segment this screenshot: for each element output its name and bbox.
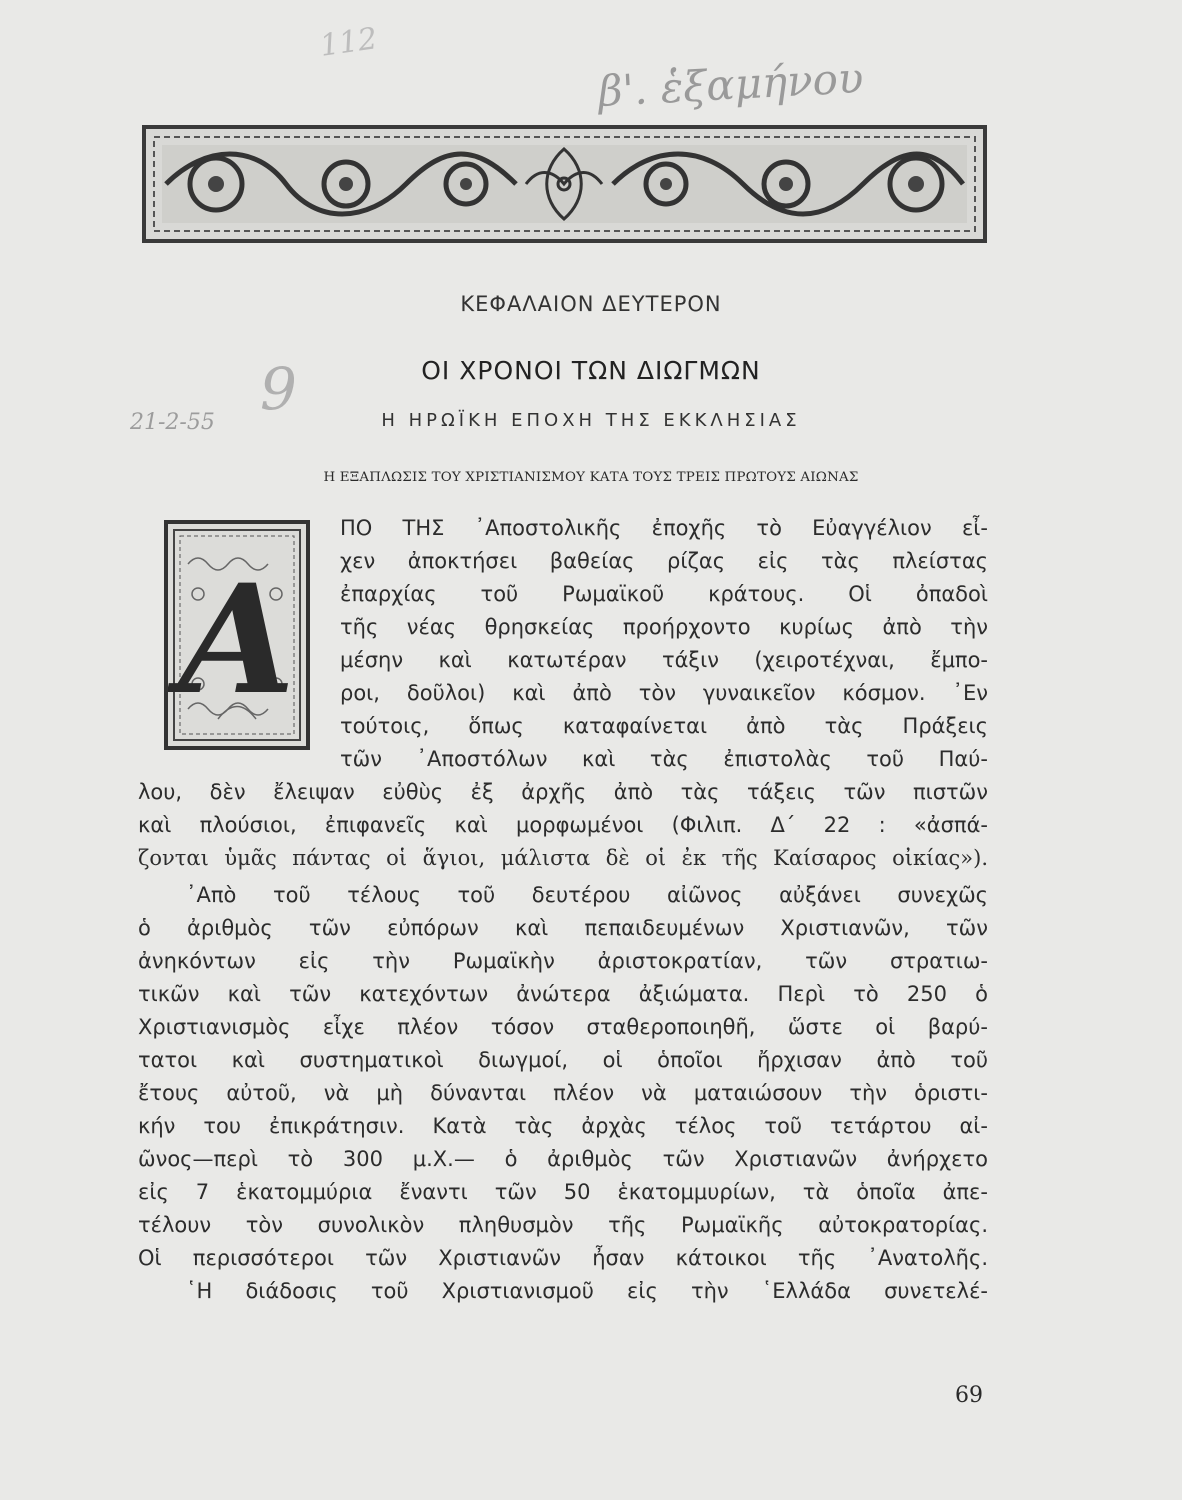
scroll-ornament-icon [146,129,983,239]
page-number: 69 [955,1383,983,1408]
body-line: ᾽Απὸ τοῦ τέλους τοῦ δευτέρου αἰῶνος αὐξάνει συνεχῶς [186,883,988,907]
body-line: ροι, δοῦλοι) καὶ ἀπὸ τὸν γυναικεῖον κόσμον. ᾽Εν [340,681,988,705]
body-line: ὁ ἀριθμὸς τῶν εὐπόρων καὶ πεπαιδευμένων Χριστιανῶν, τῶν [138,916,988,940]
body-line: ἐπαρχίας τοῦ Ρωμαϊκοῦ κράτους. Οἱ ὀπαδοὶ [340,582,988,606]
illuminated-initial-icon [168,524,306,746]
drop-cap-letter: Α [178,552,296,728]
body-line: κήν του ἐπικράτησιν. Κατὰ τὰς ἀρχὰς τέλος τοῦ τετάρτου αἰ- [138,1114,988,1138]
body-line: ῶνος—περὶ τὸ 300 μ.Χ.— ὁ ἀριθμὸς τῶν Χριστιανῶν ἀνήρχετο [138,1147,988,1171]
margin-mark: 9 [260,355,297,423]
body-line: τατοι καὶ συστηματικοὶ διωγμοί, οἱ ὁποῖοι ἤρχισαν ἀπὸ τοῦ [138,1048,988,1072]
chapter-subtitle: Η ΗΡΩΪΚΗ ΕΠΟΧΗ ΤΗΣ ΕΚΚΛΗΣΙΑΣ [381,410,801,431]
top-handwriting: β'. ἑξαμήνου [596,53,865,116]
body-line: ἀνηκόντων εἰς τὴν Ρωμαϊκὴν ἀριστοκρατίαν, τῶν στρατιω- [138,949,988,973]
body-line: τῆς νέας θρησκείας προήρχοντο κυρίως ἀπὸ τὴν [340,615,988,639]
body-line: τικῶν καὶ τῶν κατεχόντων ἀνώτερα ἀξιώματα. Περὶ τὸ 250 ὁ [138,982,988,1006]
body-line: μέσην καὶ κατωτέραν τάξιν (χειροτέχναι, ἔμπο- [340,648,988,672]
date-handwriting: 21-2-55 [130,410,215,435]
body-line: λου, δὲν ἔλειψαν εὐθὺς ἐξ ἀρχῆς ἀπὸ τὰς τάξεις τῶν πιστῶν [138,780,988,804]
body-line: Οἱ περισσότεροι τῶν Χριστιανῶν ἦσαν κάτοικοι τῆς ᾽Ανατολῆς. [138,1246,988,1270]
body-line: εἰς 7 ἑκατομμύρια ἔναντι τῶν 50 ἑκατομμυρίων, τὰ ὁποῖα ἀπε- [138,1180,988,1204]
body-line: ῾Η διάδοσις τοῦ Χριστιανισμοῦ εἰς τὴν ῾Ελλάδα συνετελέ- [186,1279,988,1303]
body-line: τῶν ᾽Αποστόλων καὶ τὰς ἐπιστολὰς τοῦ Παύ- [340,747,988,771]
body-line: τέλουν τὸν συνολικὸν πληθυσμὸν τῆς Ρωμαϊκῆς αὐτοκρατορίας. [138,1213,988,1237]
body-line: χεν ἀποκτήσει βαθείας ρίζας εἰς τὰς πλείστας [340,549,988,573]
body-line: ἔτους αὐτοῦ, νὰ μὴ δύνανται πλέον νὰ ματαιώσουν τὴν ὁριστι- [138,1081,988,1105]
body-line: ζονται ὑμᾶς πάντας οἱ ἅγιοι, μάλιστα δὲ οἱ ἐκ τῆς Καίσαρος οἰκίας»). [138,846,988,870]
body-line: τούτοις, ὅπως καταφαίνεται ἀπὸ τὰς Πράξεις [340,714,988,738]
drop-cap [164,520,310,750]
chapter-label: ΚΕΦΑΛΑΙΟΝ ΔΕΥΤΕΡΟΝ [460,292,722,316]
body-line: ΠΟ ΤΗΣ ᾽Αποστολικῆς ἐποχῆς τὸ Εὐαγγέλιον εἶ- [340,516,988,540]
corner-handwriting: 112 [317,21,380,64]
body-line: καὶ πλούσιοι, ἐπιφανεῖς καὶ μορφωμένοι (Φιλιπ. Δ΄ 22 : «ἀσπά- [138,813,988,837]
section-heading: Η ΕΞΑΠΛΩΣΙΣ ΤΟΥ ΧΡΙΣΤΙΑΝΙΣΜΟΥ ΚΑΤΑ ΤΟΥΣ ΤΡΕΙΣ ΠΡΩΤΟΥΣ ΑΙΩΝΑΣ [323,470,859,485]
chapter-title: ΟΙ ΧΡΟΝΟΙ ΤΩΝ ΔΙΩΓΜΩΝ [421,356,761,385]
body-line: Χριστιανισμὸς εἶχε πλέον τόσον σταθεροποιηθῆ, ὥστε οἱ βαρύ- [138,1015,988,1039]
ornamental-header-band [142,125,987,243]
